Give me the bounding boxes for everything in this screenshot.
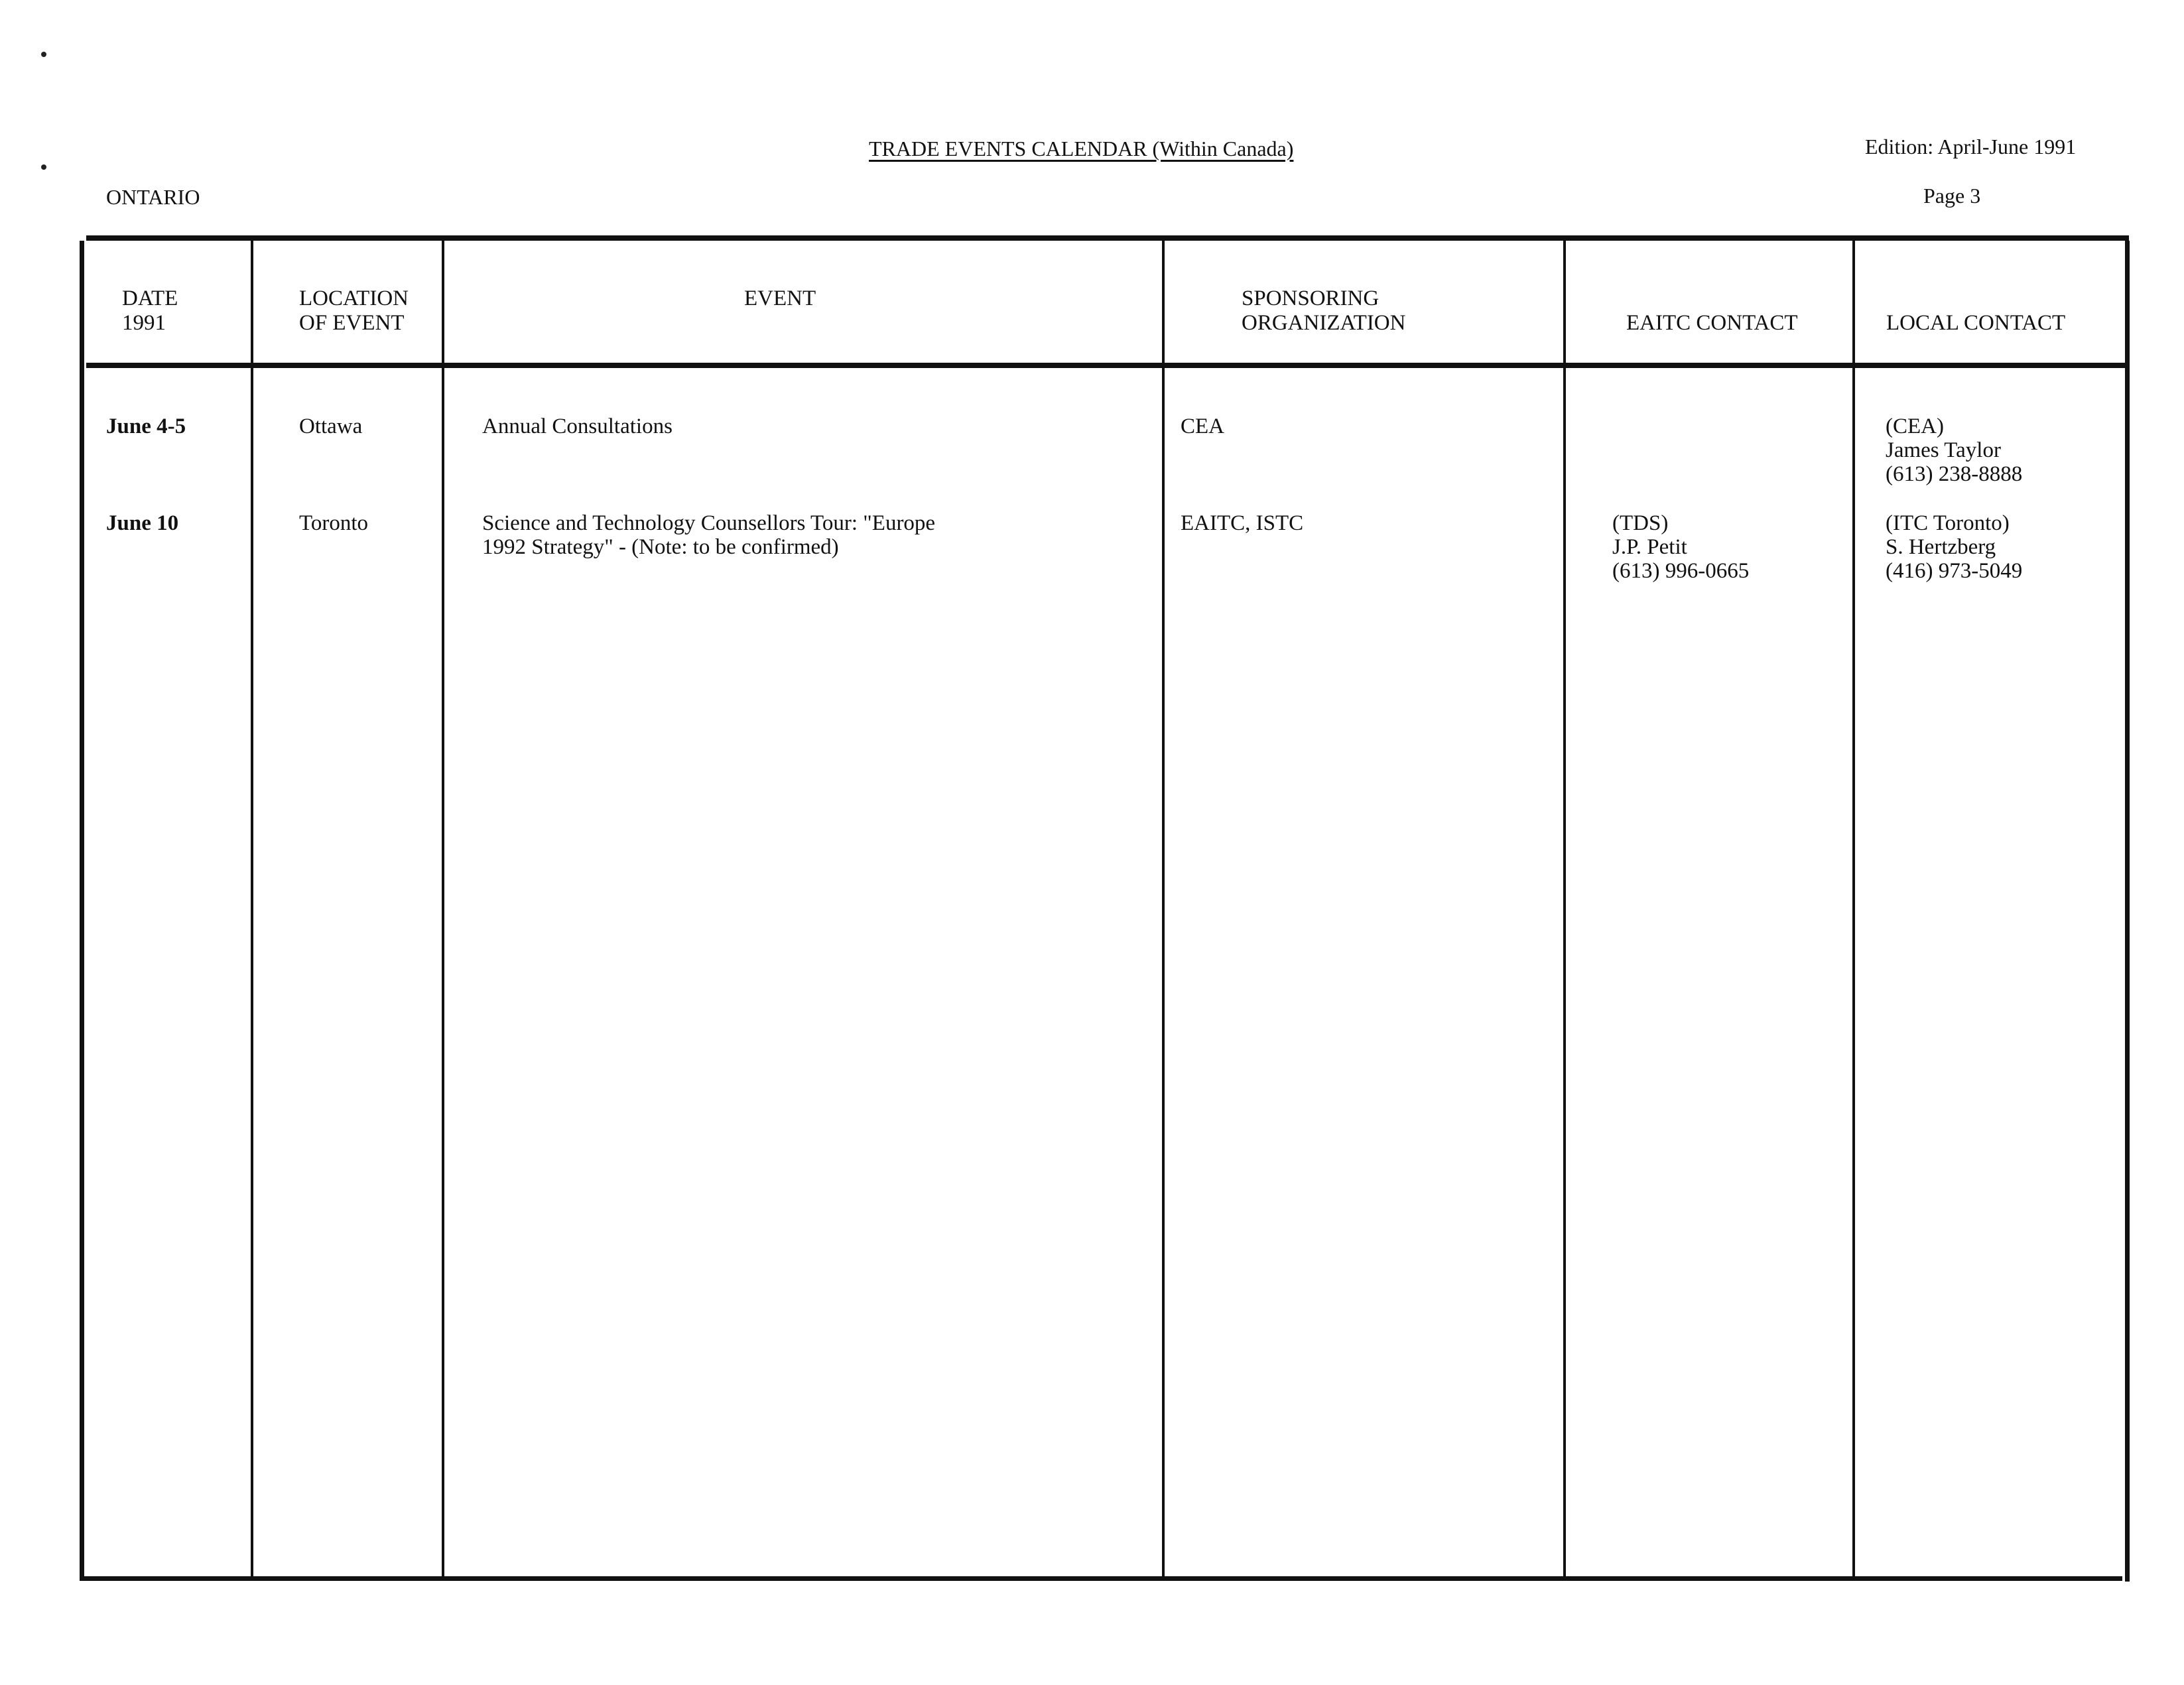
column-header-date: DATE 1991 bbox=[122, 286, 178, 335]
contact-office: (TDS) bbox=[1612, 511, 1669, 535]
table-row-1-location: Ottawa bbox=[299, 414, 363, 438]
column-header-event: EVENT bbox=[744, 286, 816, 310]
table-row-1-local-contact bbox=[1886, 414, 2022, 486]
table-left-rule bbox=[80, 241, 84, 1580]
contact-office: (ITC Toronto) bbox=[1886, 511, 2010, 535]
contact-person: J.P. Petit bbox=[1612, 535, 1687, 559]
column-header-location: LOCATION OF EVENT bbox=[299, 286, 409, 335]
contact-person: James Taylor bbox=[1886, 438, 2001, 462]
table-row-1-event bbox=[482, 414, 673, 438]
contact-office: (CEA) bbox=[1886, 414, 1944, 438]
col-divider-1 bbox=[251, 241, 253, 1579]
table-row-2-location: Toronto bbox=[299, 511, 369, 535]
edition-label: Edition: April-June 1991 bbox=[1865, 135, 2077, 158]
header-bottom-rule bbox=[86, 363, 2129, 368]
contact-phone: (416) 973-5049 bbox=[1886, 559, 2023, 583]
table-row-2-local-contact bbox=[1886, 511, 2022, 583]
col-divider-3 bbox=[1162, 241, 1165, 1579]
contact-phone: (613) 996-0665 bbox=[1612, 559, 1750, 583]
region-label: ONTARIO bbox=[106, 185, 200, 209]
col-divider-5 bbox=[1852, 241, 1855, 1579]
table-right-rule bbox=[2125, 241, 2130, 1582]
table-bottom-rule bbox=[80, 1576, 2122, 1581]
table-row-1-date: June 4-5 bbox=[106, 414, 186, 438]
contact-phone: (613) 238-8888 bbox=[1886, 462, 2023, 486]
contact-person: S. Hertzberg bbox=[1886, 535, 1996, 559]
table-row-2-eaitc-contact bbox=[1612, 511, 1749, 583]
column-header-local-contact: LOCAL CONTACT bbox=[1886, 311, 2066, 335]
table-row-2-sponsor: EAITC, ISTC bbox=[1181, 511, 1304, 535]
column-header-eaitc-contact: EAITC CONTACT bbox=[1626, 311, 1798, 335]
column-header-sponsor: SPONSORING ORGANIZATION bbox=[1242, 286, 1406, 335]
margin-mark-middle bbox=[41, 164, 46, 170]
table-row-1-sponsor: CEA bbox=[1181, 414, 1224, 438]
event-line: Science and Technology Counsellors Tour: "Europe bbox=[482, 511, 936, 535]
table-top-rule bbox=[86, 235, 2129, 241]
event-line: Annual Consultations bbox=[482, 414, 673, 438]
events-table bbox=[80, 235, 2129, 1582]
margin-mark-top bbox=[41, 52, 46, 57]
document-title: TRADE EVENTS CALENDAR (Within Canada) bbox=[869, 137, 1294, 160]
col-divider-2 bbox=[442, 241, 444, 1579]
page-number: Page 3 bbox=[1923, 184, 1981, 208]
table-row-2-event bbox=[482, 511, 935, 559]
col-divider-4 bbox=[1563, 241, 1566, 1579]
table-row-2-date: June 10 bbox=[106, 511, 179, 535]
event-line: 1992 Strategy" - (Note: to be confirmed) bbox=[482, 535, 839, 559]
